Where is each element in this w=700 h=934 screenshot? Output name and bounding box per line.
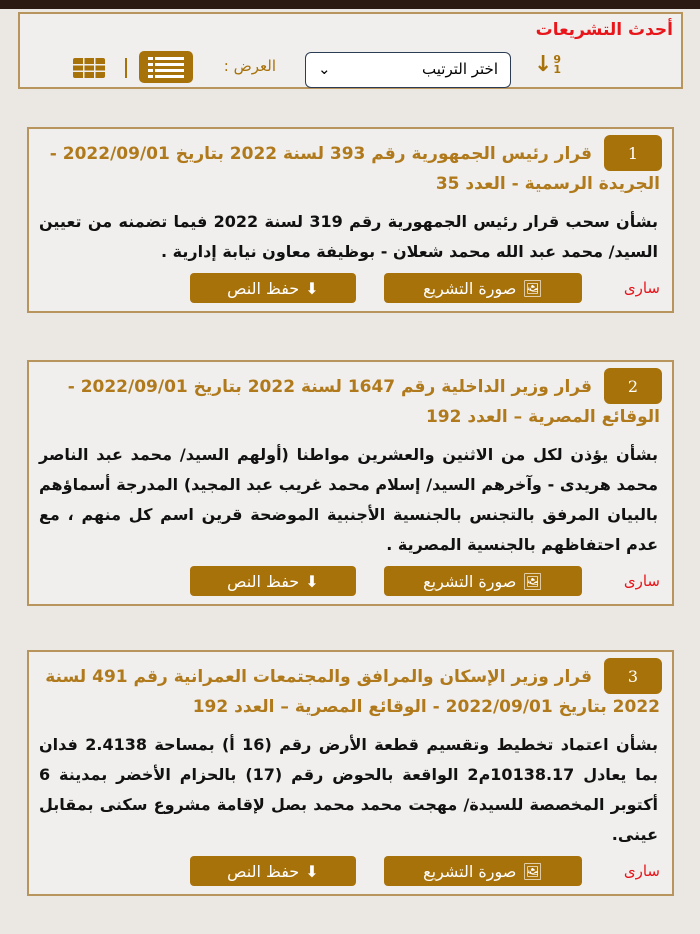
sort-select[interactable] <box>305 52 511 88</box>
item-number-badge: 3 <box>604 658 662 694</box>
image-icon: 🖼 <box>522 278 543 298</box>
sort-select-value: اختر الترتيب <box>422 60 498 78</box>
legislation-card <box>27 360 674 606</box>
status-badge: سارى <box>623 279 660 297</box>
legislation-description: بشأن اعتماد تخطيط وتقسيم قطعة الأرض رقم (16 أ) بمساحة 2.4138 فدان بما يعادل 10138.17م2 الواقعة بالحوض رقم (17) بالحزام الأخضر بمدينة 6 أكتوبر المخصصة للسيدة/ مهجت محمد محمد بصل لإقامة مشروع سكنى بمقابل عينى. <box>39 735 659 844</box>
chevron-down-icon: ⌄ <box>318 60 331 78</box>
image-icon: 🖼 <box>522 861 543 881</box>
save-button-label: حفظ النص <box>227 861 300 881</box>
legislation-title[interactable] <box>29 652 672 722</box>
legislation-title[interactable] <box>29 129 672 199</box>
save-button-label: حفظ النص <box>227 278 300 298</box>
legislation-description: بشأن يؤذن لكل من الاثنين والعشرين مواطنا (أولهم السيد/ محمد عبد الناصر محمد هريدى - وآخرهم السيد/ إسلام محمد غريب عبد المجيد) المدرجة أسماؤهم بالبيان المرفق بالتجنس بالجنسية الأجنبية الموضحة قرين اسم كل منهم ، مع عدم احتفاظهم بالجنسية المصرية . <box>39 445 658 554</box>
filter-header <box>18 12 683 89</box>
image-button-label: صورة التشريع <box>423 278 517 298</box>
image-icon: 🖼 <box>522 571 543 591</box>
save-text-button[interactable] <box>190 273 356 303</box>
view-label: العرض : <box>223 57 276 75</box>
image-button-label: صورة التشريع <box>423 861 517 881</box>
divider <box>125 58 127 78</box>
sort-bottom-digit: 1 <box>553 62 561 76</box>
sort-direction-icon[interactable]: 9 1 ↓ <box>533 52 561 77</box>
legislation-card <box>27 127 674 313</box>
list-view-button[interactable] <box>139 51 193 83</box>
download-icon: ⬇ <box>305 571 319 591</box>
download-icon: ⬇ <box>305 861 319 881</box>
download-icon: ⬇ <box>305 278 319 298</box>
item-number-badge: 2 <box>604 368 662 404</box>
status-badge: سارى <box>623 572 660 590</box>
legislation-title-text[interactable]: قرار وزير الإسكان والمرافق والمجتمعات العمرانية رقم 491 لسنة 2022 بتاريخ 2022/09/01 - الوقائع المصرية – العدد 192 <box>45 667 660 717</box>
sort-top-digit: 9 <box>553 52 561 66</box>
legislation-image-button[interactable] <box>384 273 582 303</box>
list-icon <box>148 56 184 78</box>
legislation-title-text[interactable]: قرار رئيس الجمهورية رقم 393 لسنة 2022 بتاريخ 2022/09/01 - الجريدة الرسمية - العدد 35 <box>49 144 660 194</box>
save-text-button[interactable] <box>190 856 356 886</box>
save-text-button[interactable] <box>190 566 356 596</box>
legislation-image-button[interactable] <box>384 856 582 886</box>
legislation-description: بشأن سحب قرار رئيس الجمهورية رقم 319 لسنة 2022 فيما تضمنه من تعيين السيد/ محمد عبد الله محمد شعلان - بوظيفة معاون نيابة إدارية . <box>39 212 659 261</box>
image-button-label: صورة التشريع <box>423 571 517 591</box>
section-title: أحدث التشريعات <box>535 20 673 40</box>
status-badge: سارى <box>623 862 660 880</box>
legislation-title[interactable] <box>29 362 672 432</box>
save-button-label: حفظ النص <box>227 571 300 591</box>
top-banner <box>0 0 700 9</box>
legislation-card <box>27 650 674 896</box>
legislation-image-button[interactable] <box>384 566 582 596</box>
item-number-badge: 1 <box>604 135 662 171</box>
legislation-title-text[interactable]: قرار وزير الداخلية رقم 1647 لسنة 2022 بتاريخ 2022/09/01 - الوقائع المصرية – العدد 192 <box>67 377 660 427</box>
grid-view-icon[interactable] <box>73 58 105 78</box>
